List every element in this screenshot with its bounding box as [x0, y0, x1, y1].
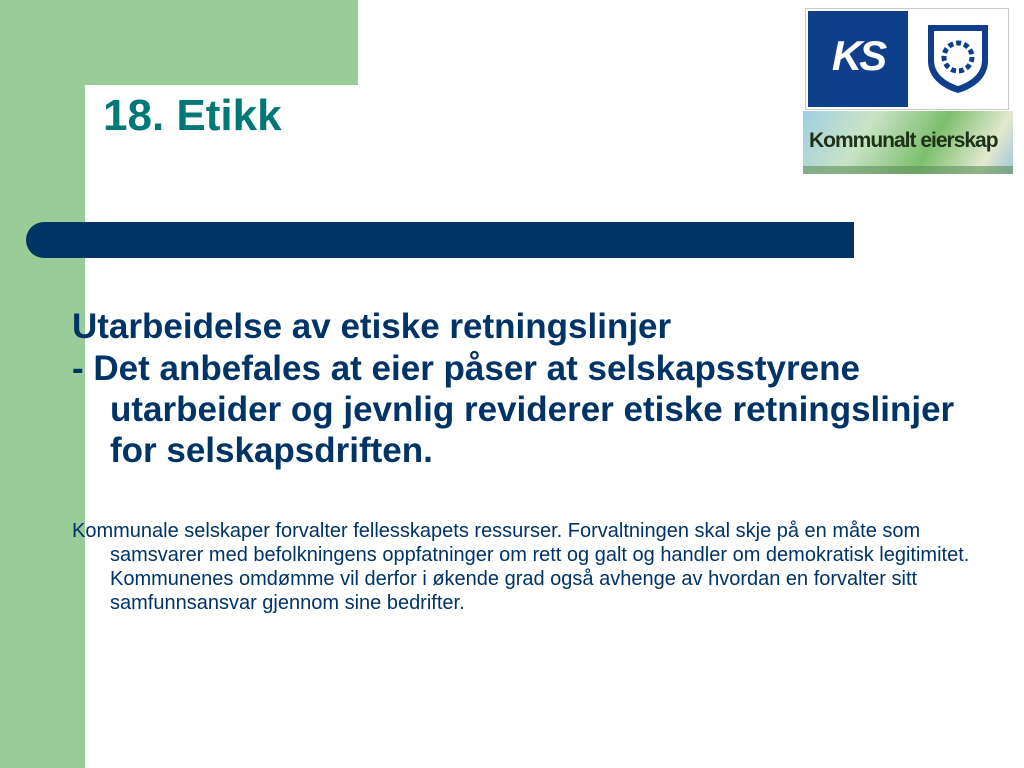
slide-title: 18. Etikk [103, 91, 282, 140]
recommendation-bullet: - Det anbefales at eier påser at selskapsstyrene utarbeider og jevnlig reviderer etiske retningslinjer for selskapsdriften. [72, 349, 955, 470]
banner-stripe [803, 166, 1013, 174]
kommunalt-eierskap-banner [803, 111, 1013, 174]
title-divider-bar [26, 222, 854, 258]
header-block [85, 0, 358, 85]
content-heading: Utarbeidelse av etiske retningslinjer [72, 307, 672, 346]
ks-logo [805, 8, 1009, 110]
shield-icon [924, 21, 992, 100]
slide-content [72, 306, 972, 615]
ks-logo-box [808, 11, 908, 107]
ks-logo-text: KS [831, 32, 885, 79]
body-paragraph: Kommunale selskaper forvalter fellesskapets ressurser. Forvaltningen skal skje på en måte som samsvarer med befolkningens oppfatninger om rett og galt og handler om demokratisk legitimitet. Kommunenes omdømme vil derfor i økende grad også avhenge av hvordan en forvalter sitt samfunnsansvar gjennom sine bedrifter. [72, 520, 970, 614]
banner-text: Kommunalt eierskap [809, 129, 998, 152]
